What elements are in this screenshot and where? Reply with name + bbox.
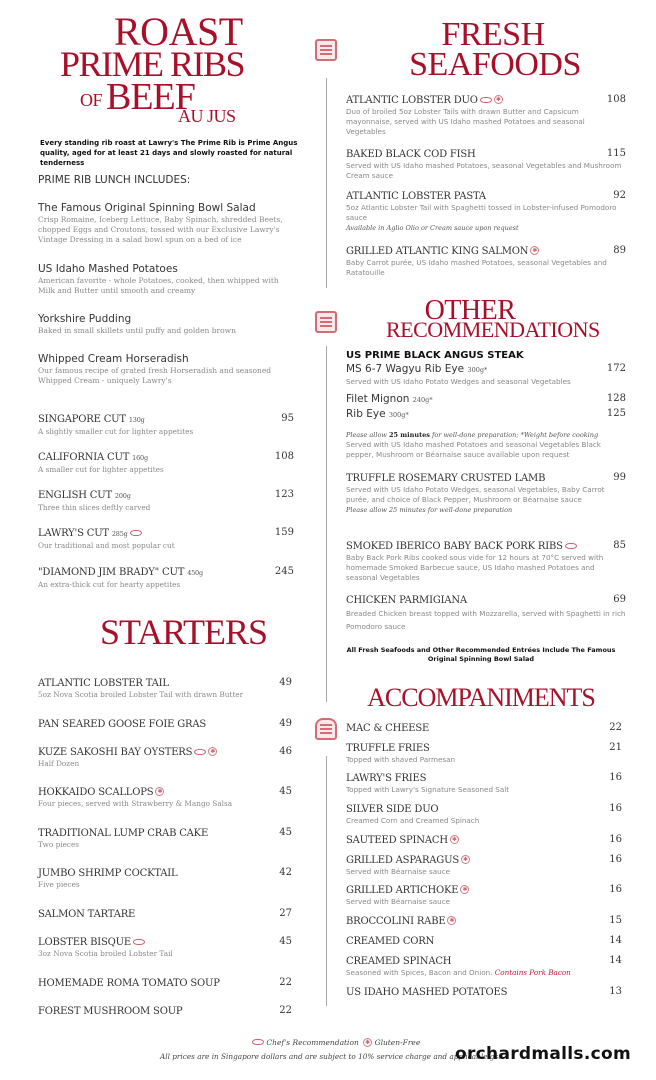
- side-price: 16: [609, 854, 622, 865]
- side-price: 16: [609, 834, 622, 845]
- starter-desc: Four pieces, served with Strawberry & Mango Salsa: [38, 799, 233, 808]
- side-item: [346, 854, 622, 877]
- recommendations-title-line1: OTHER: [424, 295, 516, 326]
- cut-desc: Our traditional and most popular cut: [38, 541, 175, 550]
- starter-name: SALMON TARTARE: [38, 909, 136, 920]
- steak-notes: [346, 430, 626, 460]
- side-price: 16: [609, 772, 622, 783]
- starter-name: ATLANTIC LOBSTER TAIL: [38, 678, 169, 689]
- hero-line-au-jus: AU JUS: [178, 106, 236, 126]
- cut-price: 159: [274, 527, 294, 538]
- side-price: 22: [609, 722, 622, 733]
- section-stamp-icon: [315, 718, 337, 740]
- side-desc: Topped with shaved Parmesan: [346, 755, 456, 764]
- side-desc: Served with Béarnaise sauce: [346, 867, 451, 876]
- starter-item: [38, 1005, 292, 1018]
- starter-item: [38, 936, 292, 959]
- recommendations-title-line2: RECOMMENDATIONS: [386, 317, 600, 342]
- steak-item: [346, 393, 626, 407]
- footer-legend: [250, 1038, 420, 1048]
- side-item: [346, 986, 622, 999]
- footer-prices-note: All prices are in Singapore dollars and are subject to 10% service charge and applicable gst: [160, 1052, 502, 1061]
- cut-item: [38, 566, 294, 590]
- recommendation-item: [346, 540, 626, 583]
- seafood-price: 92: [613, 190, 626, 201]
- starter-desc: 5oz Nova Scotia broiled Lobster Tail with drawn Butter: [38, 690, 244, 699]
- cut-desc: An extra-thick cut for hearty appetites: [38, 580, 181, 589]
- side-price: 15: [609, 915, 622, 926]
- cut-weight: 285g: [111, 530, 128, 538]
- starter-price: 27: [279, 908, 292, 919]
- steak-sides-desc: Served with US Idaho mashed Potatoes and seasonal Vegetables Black pepper, Mushroom or Béarnaise sauce available upon request: [346, 440, 601, 459]
- steak-note-post: for well-done preparation; *Weight before cooking: [429, 431, 599, 439]
- steak-item: [346, 363, 626, 387]
- chef-hat-icon: [565, 543, 577, 549]
- cut-desc: Three thin slices deftly carved: [38, 503, 151, 512]
- seafood-item: [346, 148, 626, 181]
- include-desc: Our famous recipe of grated fresh Horseradish and seasoned Whipped Cream - uniquely Lawry's: [38, 366, 272, 385]
- starter-price: 42: [279, 867, 292, 878]
- gluten-free-icon: ✱: [208, 747, 217, 756]
- side-name: US IDAHO MASHED POTATOES: [346, 987, 508, 998]
- include-title: US Idaho Mashed Potatoes: [38, 263, 178, 275]
- starter-item: [38, 867, 292, 890]
- cut-item: [38, 451, 294, 475]
- cut-price: 108: [274, 451, 294, 462]
- include-desc: Baked in small skillets until puffy and golden brown: [38, 326, 236, 335]
- cut-weight: 130g: [128, 416, 145, 424]
- gluten-free-icon: ✱: [460, 885, 469, 894]
- starter-item: [38, 677, 292, 700]
- steak-price: 125: [606, 408, 626, 419]
- gluten-free-icon: ✱: [461, 855, 470, 864]
- cut-name: CALIFORNIA CUT: [38, 452, 130, 463]
- cut-item: [38, 527, 294, 551]
- steak-note-minutes: 25 minutes: [389, 431, 430, 439]
- cut-price: 123: [274, 489, 294, 500]
- gluten-free-icon: ✱: [365, 1038, 371, 1046]
- include-title: The Famous Original Spinning Bowl Salad: [38, 202, 256, 214]
- cut-weight: 200g: [114, 492, 131, 500]
- gluten-free-icon: ✱: [155, 787, 164, 796]
- seafood-name: ATLANTIC LOBSTER DUO: [346, 95, 478, 106]
- recommendation-name: SMOKED IBERICO BABY BACK PORK RIBS: [346, 541, 563, 552]
- legend-chef-label: Chef's Recommendation: [266, 1038, 359, 1047]
- seafood-price: 108: [606, 94, 626, 105]
- hero-intro: Every standing rib roast at Lawry's The Prime Rib is Prime Angus quality, aged for at least 21 days and slowly roasted for natural tenderness: [40, 139, 298, 167]
- side-item: [346, 955, 622, 978]
- steak-desc: Served with US Idaho Potato Wedges and seasonal Vegetables: [346, 377, 571, 386]
- chef-hat-icon: [130, 530, 142, 536]
- starter-price: 45: [279, 936, 292, 947]
- side-name: CREAMED CORN: [346, 936, 435, 947]
- steak-price: 172: [606, 363, 626, 374]
- cut-name: LAWRY'S CUT: [38, 528, 109, 539]
- column-divider: [326, 756, 327, 1006]
- steak-price: 128: [606, 393, 626, 404]
- includes-heading: PRIME RIB LUNCH INCLUDES:: [38, 174, 191, 186]
- side-price: 14: [609, 955, 622, 966]
- side-name: BROCCOLINI RABE: [346, 916, 446, 927]
- seafood-name: GRILLED ATLANTIC KING SALMON: [346, 246, 529, 257]
- steak-heading: US PRIME BLACK ANGUS STEAK: [346, 350, 524, 361]
- steak-weight: 300g*: [467, 366, 488, 374]
- gluten-free-icon: ✱: [494, 95, 503, 104]
- recommendation-price: 85: [613, 540, 626, 551]
- chef-hat-icon: [252, 1039, 264, 1045]
- starter-item: [38, 827, 292, 850]
- cut-name: ENGLISH CUT: [38, 490, 112, 501]
- brand-watermark: orchardmalls.com: [455, 1044, 631, 1064]
- recommendation-note: Please allow 25 minutes for well-done preparation: [346, 506, 513, 514]
- seafoods-title-line2: SEAFOODS: [409, 46, 581, 83]
- steak-weight: 240g*: [412, 396, 433, 404]
- starter-name: HOKKAIDO SCALLOPS: [38, 787, 154, 798]
- include-item: [38, 201, 288, 245]
- starter-name: PAN SEARED GOOSE FOIE GRAS: [38, 719, 207, 730]
- side-name: SILVER SIDE DUO: [346, 804, 439, 815]
- cut-desc: A smaller cut for lighter appetites: [38, 465, 164, 474]
- cut-item: [38, 413, 294, 437]
- starter-name: KUZE SAKOSHI BAY OYSTERS: [38, 747, 193, 758]
- starter-price: 49: [279, 718, 292, 729]
- side-item: [346, 884, 622, 907]
- side-name: TRUFFLE FRIES: [346, 743, 430, 754]
- recommendation-desc: Served with US Idaho Potato Wedges, seasonal Vegetables, Baby Carrot purée, and choice of Black Pepper, Mushroom or Béarnaise sauce: [346, 485, 605, 504]
- starter-price: 22: [279, 1005, 292, 1016]
- seafood-desc: Duo of broiled 5oz Lobster Tails with drawn Butter and Capsicum mayonnaise, served with US Idaho mashed Potatoes and seasonal Vegetables: [346, 107, 585, 136]
- chef-hat-icon: [133, 939, 145, 945]
- hero-title: [60, 9, 260, 126]
- accompaniments-title: ACCOMPANIMENTS: [367, 683, 595, 712]
- cut-weight: 450g: [187, 569, 203, 577]
- seafood-item: [346, 245, 626, 278]
- starter-name: FOREST MUSHROOM SOUP: [38, 1006, 183, 1017]
- steak-name: Filet Mignon: [346, 393, 410, 405]
- include-item: [38, 262, 288, 296]
- steak-item: [346, 408, 626, 422]
- starter-price: 45: [279, 827, 292, 838]
- recommendation-item: [346, 472, 626, 515]
- seafood-price: 89: [613, 245, 626, 256]
- side-price: 13: [609, 986, 622, 997]
- starter-price: 22: [279, 977, 292, 988]
- starter-price: 49: [279, 677, 292, 688]
- starter-desc: Five pieces: [38, 880, 80, 889]
- side-price: 21: [609, 742, 622, 753]
- seafood-name: BAKED BLACK COD FISH: [346, 149, 476, 160]
- seafood-note: Available in Aglio Olio or Cream sauce upon request: [346, 224, 519, 232]
- starter-desc: Two pieces: [38, 840, 80, 849]
- cut-name: SINGAPORE CUT: [38, 414, 126, 425]
- column-divider: [326, 78, 327, 288]
- seafood-item: [346, 94, 626, 137]
- cut-desc: A slightly smaller cut for lighter appetites: [38, 427, 194, 436]
- seafood-desc: Served with US Idaho mashed Potatoes, seasonal Vegetables and Mushroom Cream sauce: [346, 161, 622, 180]
- seafood-price: 115: [606, 148, 626, 159]
- hero-line-roast: ROAST: [114, 9, 243, 54]
- side-item: [346, 742, 622, 765]
- side-name: CREAMED SPINACH: [346, 956, 452, 967]
- hero-line-of: OF: [80, 90, 103, 110]
- steak-weight: 300g*: [388, 411, 409, 419]
- side-item: [346, 803, 622, 826]
- legend-gf-label: Gluten-Free: [374, 1038, 421, 1047]
- include-title: Yorkshire Pudding: [38, 313, 132, 325]
- starter-item: [38, 746, 292, 769]
- side-price: 16: [609, 803, 622, 814]
- steak-note-pre: Please allow: [346, 431, 389, 439]
- side-desc: Served with Béarnaise sauce: [346, 897, 451, 906]
- recommendation-desc: Baby Back Pork Ribs cooked sous vide for 12 hours at 70°C served with homemade Smoked Barbecue sauce, US Idaho mashed Potatoes and seasonal Vegetables: [346, 553, 604, 582]
- section-stamp-icon: [315, 39, 337, 61]
- seafood-desc: Baby Carrot purée, US Idaho mashed Potatoes, seasonal Vegetables and Ratatouille: [346, 258, 607, 277]
- include-title: Whipped Cream Horseradish: [38, 353, 189, 365]
- side-name: MAC & CHEESE: [346, 723, 430, 734]
- side-name: GRILLED ASPARAGUS: [346, 855, 459, 866]
- gluten-free-icon: ✱: [450, 835, 459, 844]
- column-divider: [326, 346, 327, 702]
- entree-salad-note: All Fresh Seafoods and Other Recommended Entrées Include The Famous Original Spinning Bowl Salad: [346, 646, 616, 663]
- chef-hat-icon: [194, 749, 206, 755]
- gluten-free-icon: ✱: [447, 916, 456, 925]
- starter-name: LOBSTER BISQUE: [38, 937, 131, 948]
- side-desc: Creamed Corn and Creamed Spinach: [346, 816, 480, 825]
- cut-price: 95: [281, 413, 294, 424]
- starter-price: 45: [279, 786, 292, 797]
- recommendation-item: [346, 594, 626, 633]
- include-desc: American favorite - whole Potatoes, cooked, then whipped with Milk and Butter until smooth and creamy: [38, 276, 279, 295]
- starter-price: 46: [279, 746, 292, 757]
- starter-name: TRADITIONAL LUMP CRAB CAKE: [38, 828, 209, 839]
- starter-item: [38, 908, 292, 921]
- recommendation-desc: Breaded Chicken breast topped with Mozzarella, served with Spaghetti in rich Pomodoro sauce: [346, 609, 626, 631]
- starter-name: HOMEMADE ROMA TOMATO SOUP: [38, 978, 220, 989]
- side-price: 14: [609, 935, 622, 946]
- chef-hat-icon: [480, 97, 492, 103]
- steak-name: Rib Eye: [346, 408, 386, 420]
- hero-line-prime-ribs: PRIME RIBS: [60, 44, 245, 84]
- include-item: [38, 312, 288, 336]
- include-item: [38, 352, 288, 386]
- recommendation-price: 69: [613, 594, 626, 605]
- starter-desc: Half Dozen: [38, 759, 80, 768]
- gluten-free-icon: ✱: [530, 246, 539, 255]
- side-item: [346, 772, 622, 795]
- cut-weight: 160g: [132, 454, 148, 462]
- side-name: GRILLED ARTICHOKE: [346, 885, 459, 896]
- seafood-name: ATLANTIC LOBSTER PASTA: [346, 191, 486, 202]
- side-name: LAWRY'S FRIES: [346, 773, 427, 784]
- side-item: [346, 722, 622, 735]
- hero-line-beef: BEEF: [106, 76, 195, 118]
- starters-title: STARTERS: [100, 612, 267, 652]
- side-item: [346, 915, 622, 928]
- starter-item: [38, 977, 292, 990]
- side-name: SAUTEED SPINACH: [346, 835, 448, 846]
- recommendation-name: TRUFFLE ROSEMARY CRUSTED LAMB: [346, 473, 546, 484]
- starter-item: [38, 718, 292, 731]
- starter-desc: 3oz Nova Scotia broiled Lobster Tail: [38, 949, 173, 958]
- include-desc: Crisp Romaine, Iceberg Lettuce, Baby Spinach, shredded Beets, chopped Eggs and Croutons, tossed with our Exclusive Lawry's Vintage Dressing in a salad bowl spun on a bed of ice: [38, 215, 283, 244]
- seafood-item: [346, 190, 626, 233]
- seafoods-title-line1: FRESH: [441, 16, 545, 53]
- side-item: [346, 935, 622, 948]
- recommendation-price: 99: [613, 472, 626, 483]
- allergen-warning: Contains Pork Bacon: [494, 968, 571, 977]
- cut-name: "DIAMOND JIM BRADY" CUT: [38, 567, 185, 578]
- steak-name: MS 6-7 Wagyu Rib Eye: [346, 363, 465, 375]
- cut-price: 245: [274, 566, 294, 577]
- starter-item: [38, 786, 292, 809]
- starter-name: JUMBO SHRIMP COCKTAIL: [38, 868, 178, 879]
- side-desc: Seasoned with Spices, Bacon and Onion.: [346, 968, 493, 977]
- recommendation-name: CHICKEN PARMIGIANA: [346, 595, 467, 606]
- side-price: 16: [609, 884, 622, 895]
- section-stamp-icon: [315, 311, 337, 333]
- cut-item: [38, 489, 294, 513]
- side-desc: Topped with Lawry's Signature Seasoned Salt: [346, 785, 510, 794]
- side-item: [346, 834, 622, 847]
- seafood-desc: 5oz Atlantic Lobster Tail with Spaghetti tossed in Lobster-infused Pomodoro sauce: [346, 203, 617, 222]
